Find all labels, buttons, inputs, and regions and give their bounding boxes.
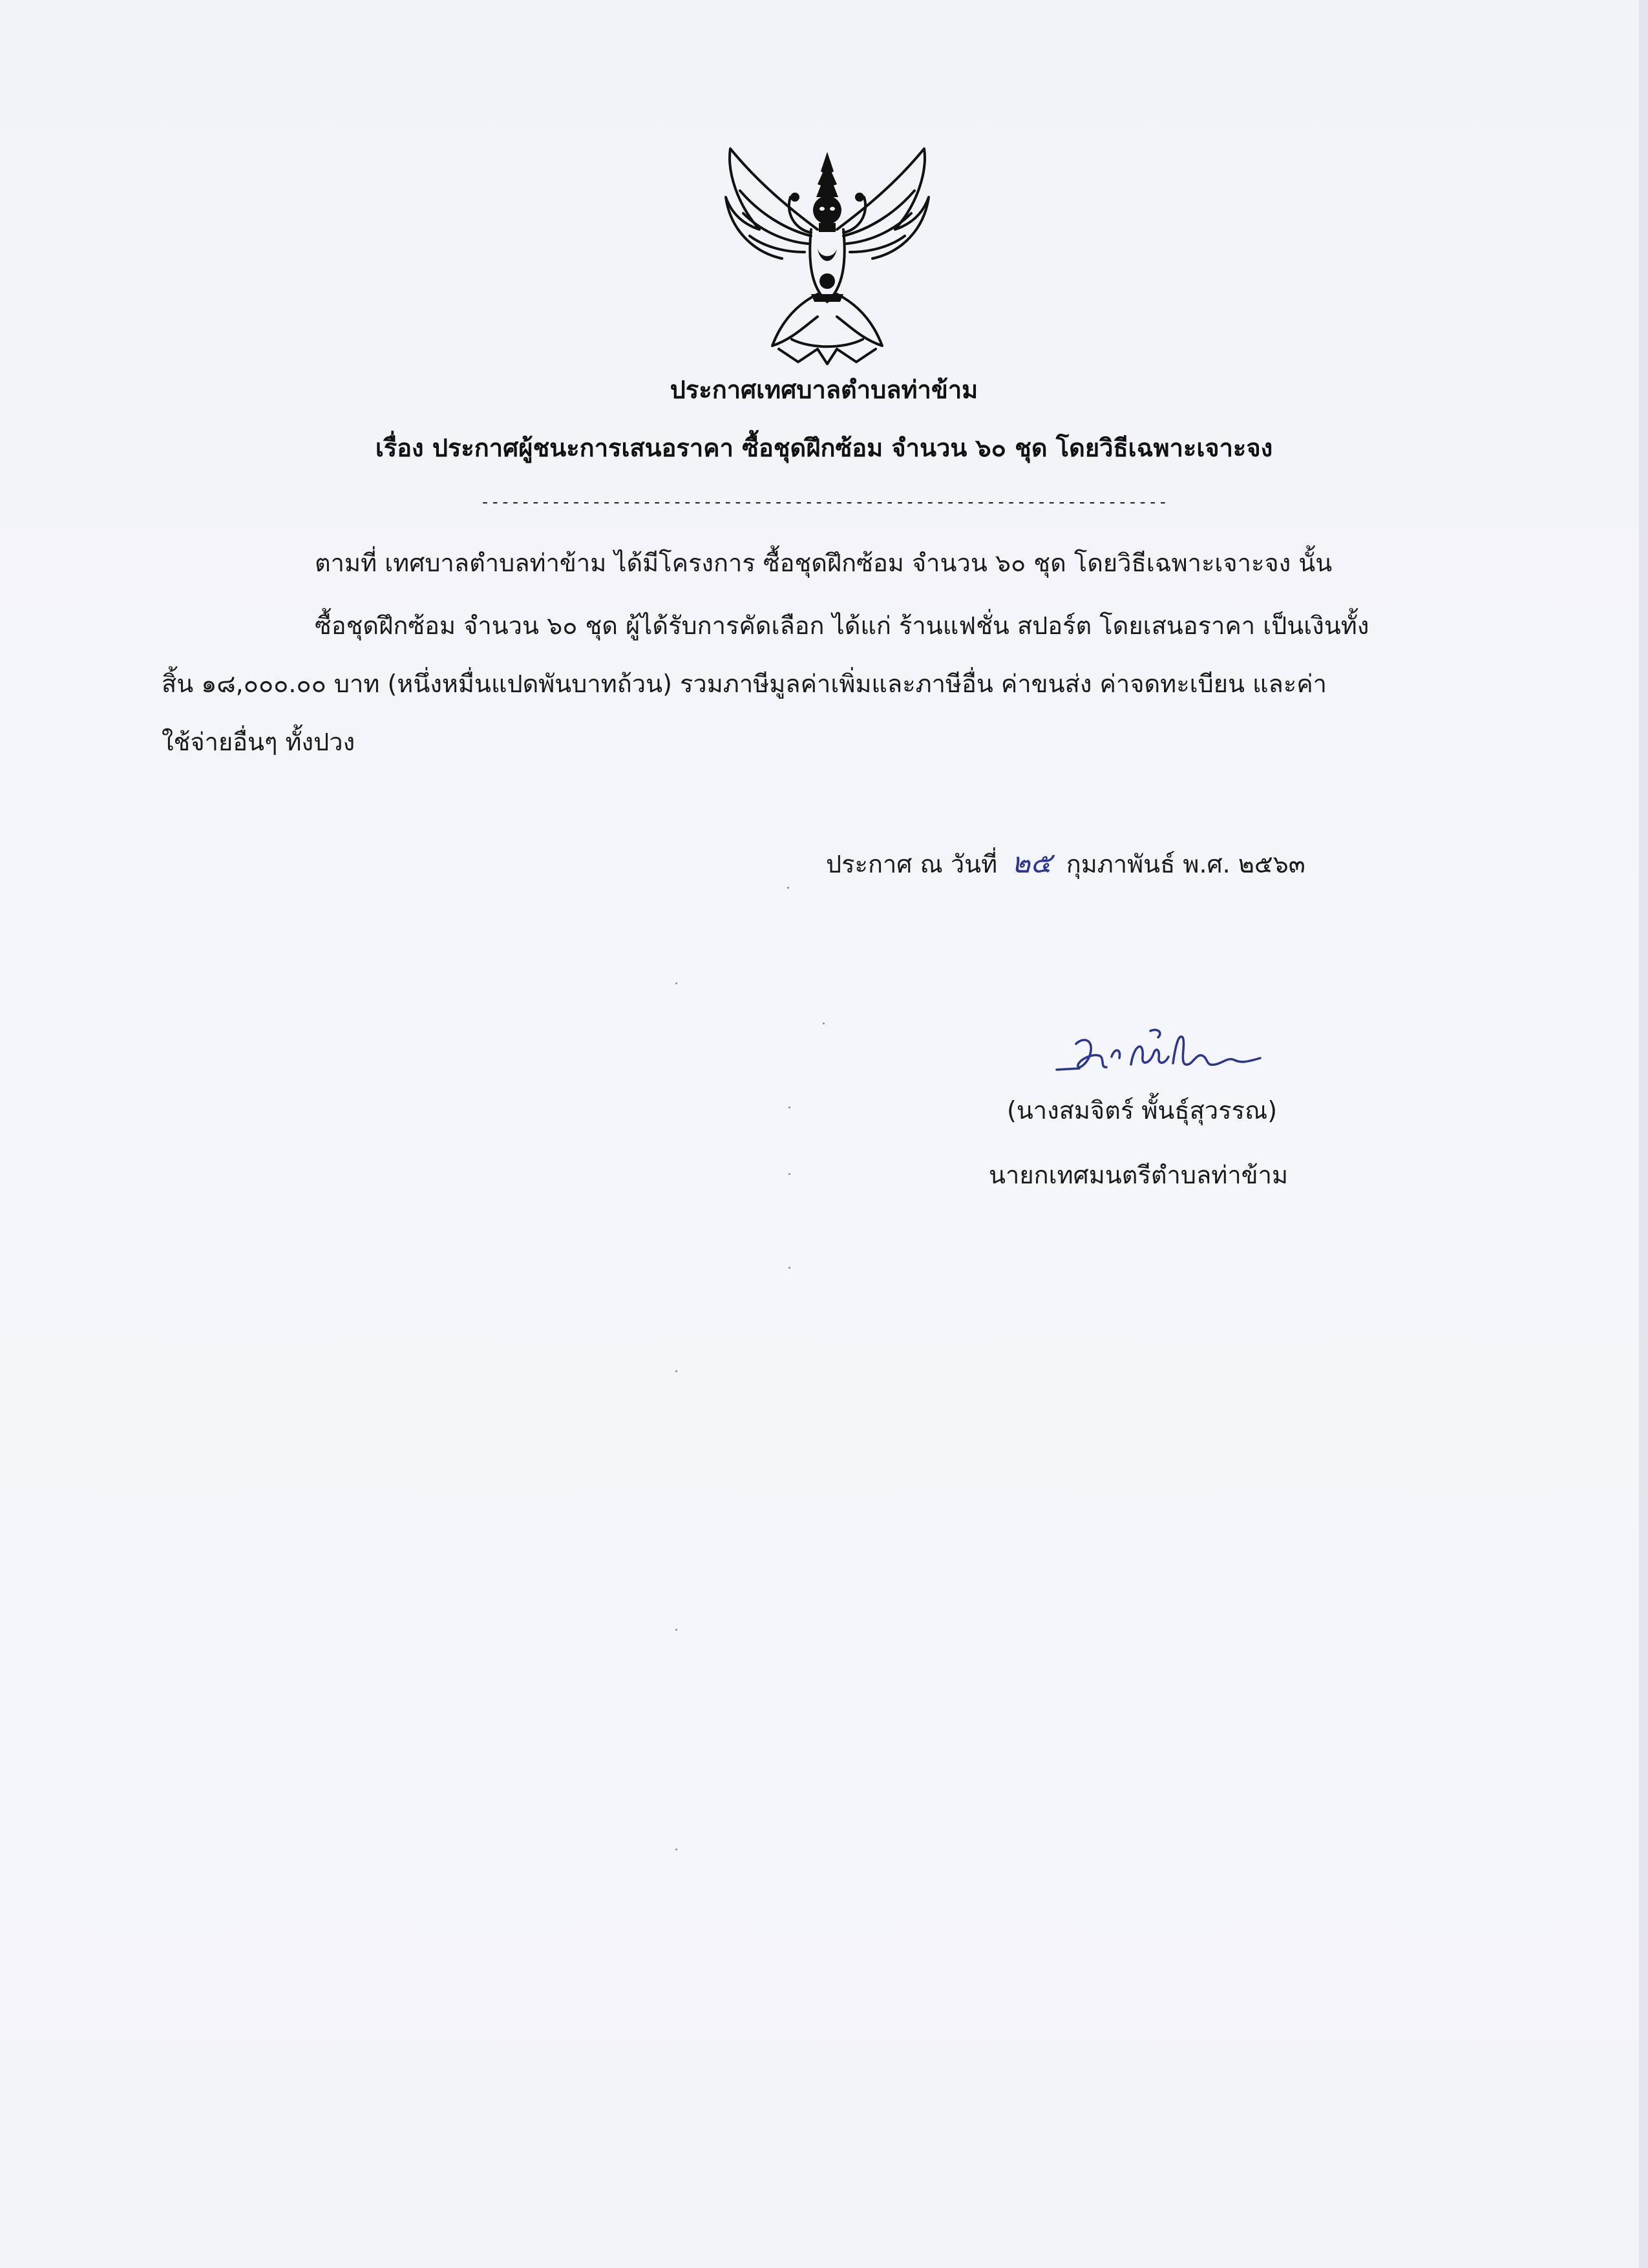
scan-speck xyxy=(675,982,677,984)
date-month-year: กุมภาพันธ์ พ.ศ. ๒๕๖๓ xyxy=(1066,850,1305,878)
body-line-3: สิ้น ๑๘,๐๐๐.๐๐ บาท (หนึ่งหมื่นแปดพันบาทถ้วน) รวมภาษีมูลค่าเพิ่มและภาษีอื่น ค่าขนส่ง ค่าจดทะเบียน และค่า xyxy=(162,670,1327,698)
handwritten-signature xyxy=(1053,1018,1267,1089)
divider-line: -------------------------------------------------------------------- xyxy=(480,493,1168,512)
scan-speck xyxy=(788,1173,790,1175)
body-line-4: ใช้จ่ายอื่นๆ ทั้งปวง xyxy=(162,728,355,756)
document-title: ประกาศเทศบาลตำบลท่าข้าม xyxy=(670,376,978,404)
scan-speck xyxy=(675,1849,677,1850)
announcement-date xyxy=(826,840,1305,885)
scan-edge xyxy=(1639,0,1648,2268)
date-prefix: ประกาศ ณ วันที่ xyxy=(826,850,998,878)
date-day-handwritten: ๒๕ xyxy=(1011,847,1052,880)
body-line-1: ตามที่ เทศบาลตำบลท่าข้าม ได้มีโครงการ ซื้อชุดฝึกซ้อม จำนวน ๖๐ ชุด โดยวิธีเฉพาะเจาะจง นั้น xyxy=(315,549,1333,577)
garuda-emblem xyxy=(721,132,934,365)
scan-speck xyxy=(788,1107,790,1108)
scan-speck xyxy=(823,1023,825,1024)
document-subject: เรื่อง ประกาศผู้ชนะการเสนอราคา ซื้อชุดฝึกซ้อม จำนวน ๖๐ ชุด โดยวิธีเฉพาะเจาะจง xyxy=(375,434,1273,462)
scan-speck xyxy=(675,1629,677,1631)
scan-speck xyxy=(788,1267,790,1269)
signer-position: นายกเทศมนตรีตำบลท่าข้าม xyxy=(989,1161,1289,1189)
scan-speck xyxy=(675,1370,677,1372)
scan-speck xyxy=(787,887,789,889)
signer-name: (นางสมจิตร์ พั้นธุ์สุวรรณ) xyxy=(1007,1096,1278,1125)
body-line-2: ซื้อชุดฝึกซ้อม จำนวน ๖๐ ชุด ผู้ได้รับการคัดเลือก ได้แก่ ร้านแฟชั่น สปอร์ต โดยเสนอราคา เป็นเงินทั้ง xyxy=(315,611,1369,640)
